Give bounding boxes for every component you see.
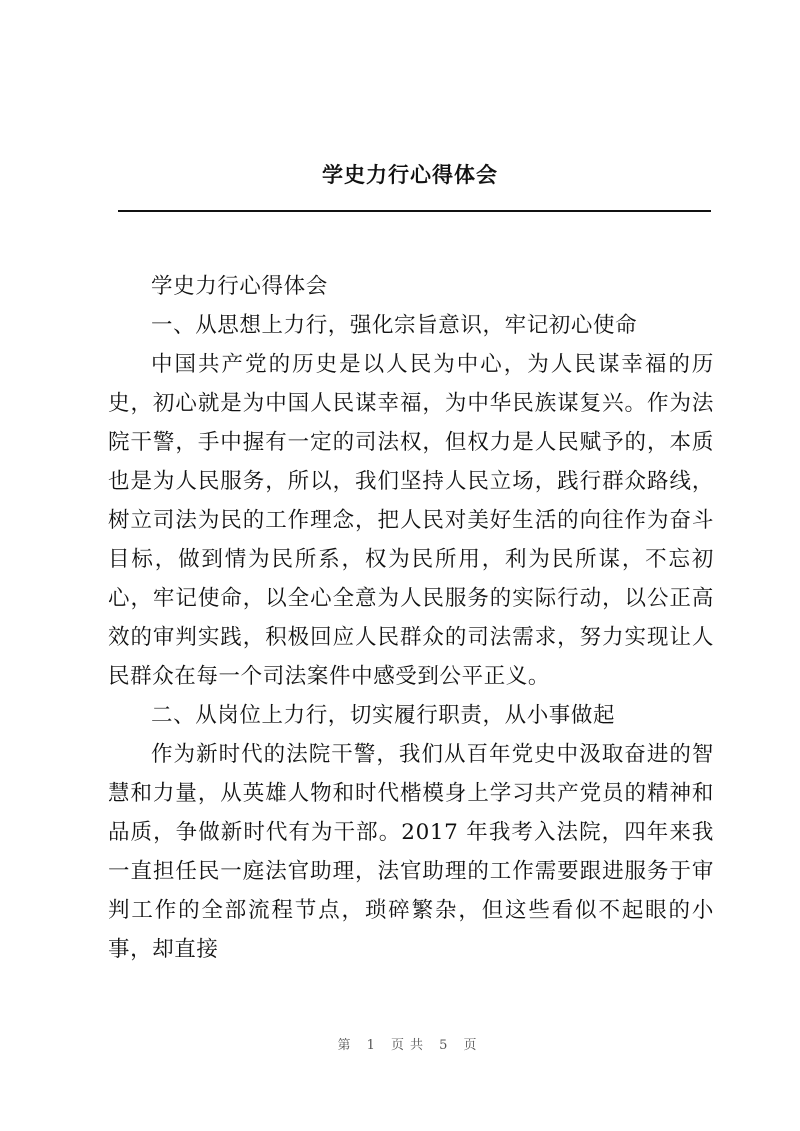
document-body: [108, 267, 714, 969]
section-heading-1: 一、从思想上力行，强化宗旨意识，牢记初心使命: [151, 313, 638, 338]
paragraph: 作为新时代的法院干警，我们从百年党史中汲取奋进的智慧和力量，从英雄人物和时代楷模身上学习共产党员的精神和品质，争做新时代有为干部。2017 年我考入法院，四年来我一直担任民一庭法官助理，法官助理的工作需要跟进服务于审判工作的全部流程节点，琐碎繁杂，但这些看似不起眼的小事，却直接: [108, 742, 714, 962]
paragraph-heading: 学史力行心得体会: [151, 274, 328, 299]
title-divider: [118, 210, 711, 212]
page-title: 学史力行心得体会: [322, 163, 498, 187]
section-heading-2: 二、从岗位上力行，切实履行职责，从小事做起: [151, 703, 616, 728]
page-footer: 第 1 页共 5 页: [337, 1038, 483, 1053]
paragraph: 中国共产党的历史是以人民为中心，为人民谋幸福的历史，初心就是为中国人民谋幸福，为中华民族谋复兴。作为法院干警，手中握有一定的司法权，但权力是人民赋予的，本质也是为人民服务，所以，我们坚持人民立场，践行群众路线，树立司法为民的工作理念，把人民对美好生活的向往作为奋斗目标，做到情为民所系，权为民所用，利为民所谋，不忘初心，牢记使命，以全心全意为人民服务的实际行动，以公正高效的审判实践，积极回应人民群众的司法需求，努力实现让人民群众在每一个司法案件中感受到公平正义。: [108, 352, 714, 689]
